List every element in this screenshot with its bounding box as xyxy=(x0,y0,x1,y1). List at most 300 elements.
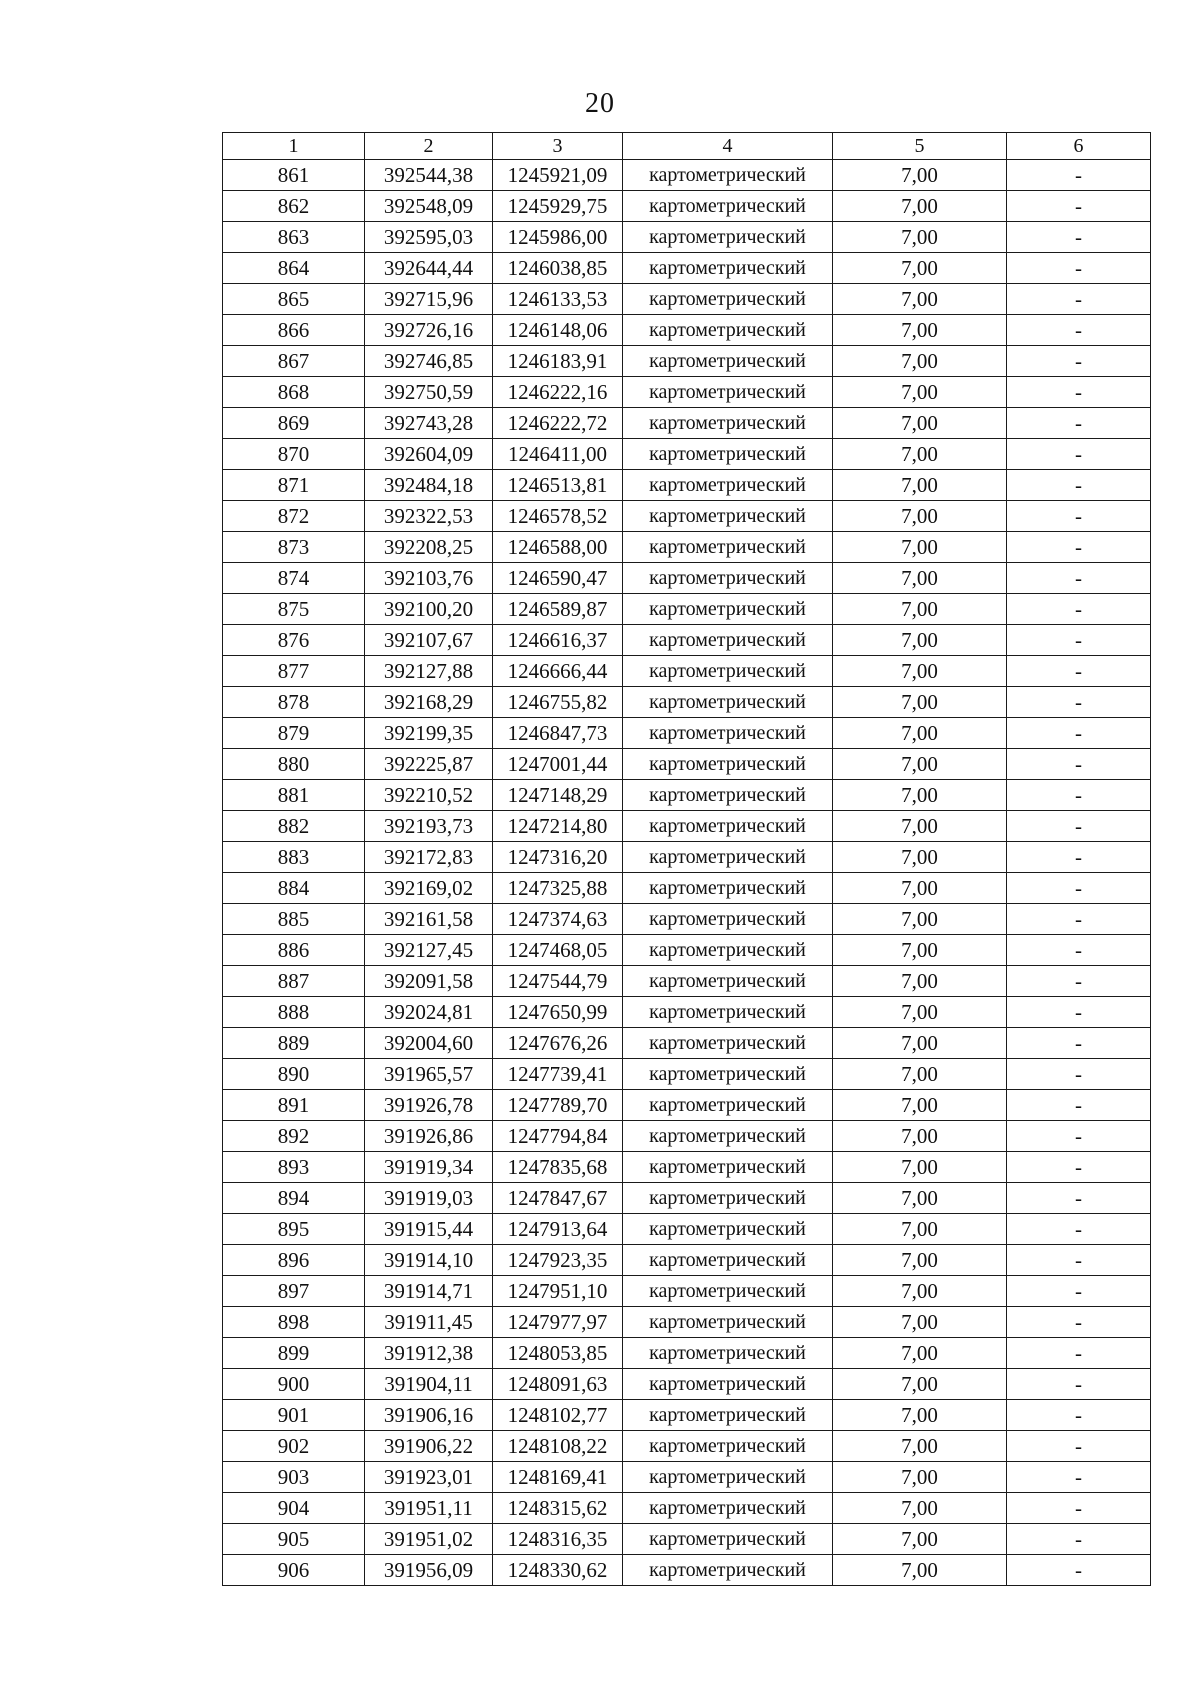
cell-accuracy: 7,00 xyxy=(833,1276,1007,1307)
cell-coord-y: 1248315,62 xyxy=(493,1493,623,1524)
cell-coord-y: 1246847,73 xyxy=(493,718,623,749)
cell-point-number: 890 xyxy=(223,1059,365,1090)
coordinates-table xyxy=(222,132,1151,1586)
cell-point-number: 891 xyxy=(223,1090,365,1121)
cell-point-number: 898 xyxy=(223,1307,365,1338)
cell-accuracy: 7,00 xyxy=(833,470,1007,501)
table-row xyxy=(223,501,1151,532)
cell-coord-x: 392168,29 xyxy=(365,687,493,718)
cell-method: картометрический xyxy=(623,656,833,687)
cell-coord-x: 391956,09 xyxy=(365,1555,493,1586)
cell-method: картометрический xyxy=(623,625,833,656)
cell-method: картометрический xyxy=(623,873,833,904)
cell-coord-y: 1248330,62 xyxy=(493,1555,623,1586)
cell-method: картометрический xyxy=(623,1276,833,1307)
table-row xyxy=(223,873,1151,904)
cell-coord-y: 1245986,00 xyxy=(493,222,623,253)
cell-method: картометрический xyxy=(623,811,833,842)
table-row xyxy=(223,904,1151,935)
cell-coord-y: 1246222,72 xyxy=(493,408,623,439)
cell-accuracy: 7,00 xyxy=(833,222,1007,253)
cell-coord-x: 391906,22 xyxy=(365,1431,493,1462)
cell-method: картометрический xyxy=(623,1121,833,1152)
cell-method: картометрический xyxy=(623,1245,833,1276)
cell-coord-y: 1245929,75 xyxy=(493,191,623,222)
cell-coord-y: 1248316,35 xyxy=(493,1524,623,1555)
table-row xyxy=(223,1462,1151,1493)
cell-accuracy: 7,00 xyxy=(833,1121,1007,1152)
table-row xyxy=(223,377,1151,408)
table-row xyxy=(223,1276,1151,1307)
table-row xyxy=(223,1152,1151,1183)
cell-method: картометрический xyxy=(623,997,833,1028)
cell-accuracy: 7,00 xyxy=(833,749,1007,780)
table-row xyxy=(223,1307,1151,1338)
cell-coord-x: 392103,76 xyxy=(365,563,493,594)
cell-note: - xyxy=(1007,997,1151,1028)
cell-method: картометрический xyxy=(623,1462,833,1493)
cell-coord-x: 392193,73 xyxy=(365,811,493,842)
cell-note: - xyxy=(1007,966,1151,997)
cell-accuracy: 7,00 xyxy=(833,656,1007,687)
cell-coord-x: 391915,44 xyxy=(365,1214,493,1245)
cell-note: - xyxy=(1007,470,1151,501)
cell-accuracy: 7,00 xyxy=(833,346,1007,377)
cell-coord-y: 1246222,16 xyxy=(493,377,623,408)
cell-note: - xyxy=(1007,563,1151,594)
cell-note: - xyxy=(1007,1524,1151,1555)
table-row xyxy=(223,966,1151,997)
cell-coord-y: 1246616,37 xyxy=(493,625,623,656)
cell-coord-x: 392544,38 xyxy=(365,160,493,191)
cell-coord-x: 392644,44 xyxy=(365,253,493,284)
cell-method: картометрический xyxy=(623,160,833,191)
cell-coord-y: 1248108,22 xyxy=(493,1431,623,1462)
cell-accuracy: 7,00 xyxy=(833,1245,1007,1276)
table-row xyxy=(223,346,1151,377)
cell-coord-x: 391926,86 xyxy=(365,1121,493,1152)
cell-accuracy: 7,00 xyxy=(833,873,1007,904)
cell-coord-y: 1246148,06 xyxy=(493,315,623,346)
table-row xyxy=(223,408,1151,439)
cell-note: - xyxy=(1007,191,1151,222)
cell-coord-y: 1247913,64 xyxy=(493,1214,623,1245)
cell-coord-x: 392210,52 xyxy=(365,780,493,811)
cell-note: - xyxy=(1007,625,1151,656)
cell-method: картометрический xyxy=(623,377,833,408)
cell-point-number: 861 xyxy=(223,160,365,191)
cell-accuracy: 7,00 xyxy=(833,594,1007,625)
cell-coord-x: 392161,58 xyxy=(365,904,493,935)
cell-accuracy: 7,00 xyxy=(833,842,1007,873)
table-row xyxy=(223,656,1151,687)
cell-coord-y: 1247835,68 xyxy=(493,1152,623,1183)
cell-coord-x: 392100,20 xyxy=(365,594,493,625)
table-row xyxy=(223,1059,1151,1090)
cell-coord-y: 1247374,63 xyxy=(493,904,623,935)
table-row xyxy=(223,222,1151,253)
cell-method: картометрический xyxy=(623,1183,833,1214)
cell-coord-y: 1247739,41 xyxy=(493,1059,623,1090)
cell-coord-x: 392208,25 xyxy=(365,532,493,563)
cell-coord-x: 392169,02 xyxy=(365,873,493,904)
cell-note: - xyxy=(1007,315,1151,346)
cell-method: картометрический xyxy=(623,563,833,594)
cell-coord-y: 1246590,47 xyxy=(493,563,623,594)
cell-point-number: 886 xyxy=(223,935,365,966)
table-row xyxy=(223,687,1151,718)
cell-coord-x: 391914,10 xyxy=(365,1245,493,1276)
cell-coord-y: 1247951,10 xyxy=(493,1276,623,1307)
cell-coord-y: 1247794,84 xyxy=(493,1121,623,1152)
cell-coord-y: 1247789,70 xyxy=(493,1090,623,1121)
table-row xyxy=(223,1369,1151,1400)
cell-note: - xyxy=(1007,749,1151,780)
cell-point-number: 878 xyxy=(223,687,365,718)
cell-coord-y: 1247923,35 xyxy=(493,1245,623,1276)
cell-note: - xyxy=(1007,253,1151,284)
cell-coord-x: 392225,87 xyxy=(365,749,493,780)
cell-coord-x: 392743,28 xyxy=(365,408,493,439)
cell-accuracy: 7,00 xyxy=(833,408,1007,439)
header-col-4: 4 xyxy=(623,133,833,160)
cell-point-number: 893 xyxy=(223,1152,365,1183)
cell-accuracy: 7,00 xyxy=(833,532,1007,563)
cell-method: картометрический xyxy=(623,966,833,997)
cell-coord-x: 392172,83 xyxy=(365,842,493,873)
table-row xyxy=(223,470,1151,501)
cell-method: картометрический xyxy=(623,315,833,346)
cell-coord-y: 1248169,41 xyxy=(493,1462,623,1493)
header-col-3: 3 xyxy=(493,133,623,160)
cell-note: - xyxy=(1007,842,1151,873)
table-row xyxy=(223,1493,1151,1524)
cell-accuracy: 7,00 xyxy=(833,1028,1007,1059)
table-row xyxy=(223,935,1151,966)
cell-method: картометрический xyxy=(623,1431,833,1462)
cell-coord-y: 1247676,26 xyxy=(493,1028,623,1059)
cell-accuracy: 7,00 xyxy=(833,687,1007,718)
cell-method: картометрический xyxy=(623,439,833,470)
cell-note: - xyxy=(1007,811,1151,842)
cell-method: картометрический xyxy=(623,1555,833,1586)
cell-coord-y: 1246183,91 xyxy=(493,346,623,377)
cell-point-number: 867 xyxy=(223,346,365,377)
cell-coord-y: 1247214,80 xyxy=(493,811,623,842)
cell-coord-y: 1247977,97 xyxy=(493,1307,623,1338)
table-row xyxy=(223,842,1151,873)
table-row xyxy=(223,191,1151,222)
cell-note: - xyxy=(1007,1307,1151,1338)
cell-note: - xyxy=(1007,1338,1151,1369)
cell-point-number: 881 xyxy=(223,780,365,811)
cell-point-number: 895 xyxy=(223,1214,365,1245)
table-row xyxy=(223,1524,1151,1555)
page-number: 20 xyxy=(585,88,615,119)
cell-point-number: 866 xyxy=(223,315,365,346)
cell-note: - xyxy=(1007,1090,1151,1121)
table-row xyxy=(223,439,1151,470)
cell-coord-x: 392322,53 xyxy=(365,501,493,532)
cell-accuracy: 7,00 xyxy=(833,935,1007,966)
cell-method: картометрический xyxy=(623,253,833,284)
cell-accuracy: 7,00 xyxy=(833,1338,1007,1369)
table-row xyxy=(223,625,1151,656)
cell-coord-y: 1247544,79 xyxy=(493,966,623,997)
cell-point-number: 883 xyxy=(223,842,365,873)
cell-coord-y: 1248091,63 xyxy=(493,1369,623,1400)
cell-method: картометрический xyxy=(623,687,833,718)
cell-point-number: 887 xyxy=(223,966,365,997)
cell-accuracy: 7,00 xyxy=(833,997,1007,1028)
cell-coord-y: 1247650,99 xyxy=(493,997,623,1028)
table-row xyxy=(223,1090,1151,1121)
table-row xyxy=(223,997,1151,1028)
cell-note: - xyxy=(1007,1059,1151,1090)
cell-note: - xyxy=(1007,687,1151,718)
cell-accuracy: 7,00 xyxy=(833,1183,1007,1214)
cell-point-number: 870 xyxy=(223,439,365,470)
table-row xyxy=(223,1028,1151,1059)
cell-coord-y: 1246666,44 xyxy=(493,656,623,687)
cell-coord-x: 392715,96 xyxy=(365,284,493,315)
cell-coord-x: 392595,03 xyxy=(365,222,493,253)
table-row xyxy=(223,749,1151,780)
cell-point-number: 868 xyxy=(223,377,365,408)
cell-coord-y: 1248102,77 xyxy=(493,1400,623,1431)
table-row xyxy=(223,532,1151,563)
cell-method: картометрический xyxy=(623,532,833,563)
table-row xyxy=(223,1214,1151,1245)
table-row xyxy=(223,315,1151,346)
cell-coord-x: 391919,34 xyxy=(365,1152,493,1183)
cell-note: - xyxy=(1007,1183,1151,1214)
cell-coord-y: 1246038,85 xyxy=(493,253,623,284)
cell-coord-x: 391912,38 xyxy=(365,1338,493,1369)
table-row xyxy=(223,1338,1151,1369)
cell-accuracy: 7,00 xyxy=(833,563,1007,594)
cell-accuracy: 7,00 xyxy=(833,1462,1007,1493)
cell-method: картометрический xyxy=(623,1059,833,1090)
cell-coord-x: 391904,11 xyxy=(365,1369,493,1400)
cell-method: картометрический xyxy=(623,935,833,966)
cell-note: - xyxy=(1007,718,1151,749)
table-row xyxy=(223,253,1151,284)
cell-coord-y: 1248053,85 xyxy=(493,1338,623,1369)
cell-coord-x: 392604,09 xyxy=(365,439,493,470)
cell-coord-x: 392750,59 xyxy=(365,377,493,408)
cell-coord-y: 1247847,67 xyxy=(493,1183,623,1214)
cell-accuracy: 7,00 xyxy=(833,1400,1007,1431)
cell-coord-y: 1246589,87 xyxy=(493,594,623,625)
cell-method: картометрический xyxy=(623,1338,833,1369)
cell-point-number: 879 xyxy=(223,718,365,749)
cell-coord-x: 392004,60 xyxy=(365,1028,493,1059)
cell-accuracy: 7,00 xyxy=(833,501,1007,532)
cell-note: - xyxy=(1007,780,1151,811)
header-col-2: 2 xyxy=(365,133,493,160)
header-col-6: 6 xyxy=(1007,133,1151,160)
cell-note: - xyxy=(1007,1369,1151,1400)
table-row xyxy=(223,811,1151,842)
cell-note: - xyxy=(1007,656,1151,687)
cell-accuracy: 7,00 xyxy=(833,1090,1007,1121)
header-col-1: 1 xyxy=(223,133,365,160)
cell-coord-x: 391914,71 xyxy=(365,1276,493,1307)
cell-point-number: 874 xyxy=(223,563,365,594)
cell-coord-y: 1245921,09 xyxy=(493,160,623,191)
cell-note: - xyxy=(1007,873,1151,904)
cell-note: - xyxy=(1007,408,1151,439)
cell-method: картометрический xyxy=(623,780,833,811)
cell-coord-x: 391965,57 xyxy=(365,1059,493,1090)
cell-accuracy: 7,00 xyxy=(833,625,1007,656)
cell-accuracy: 7,00 xyxy=(833,811,1007,842)
cell-coord-y: 1247325,88 xyxy=(493,873,623,904)
cell-coord-y: 1246588,00 xyxy=(493,532,623,563)
cell-point-number: 872 xyxy=(223,501,365,532)
cell-point-number: 897 xyxy=(223,1276,365,1307)
cell-note: - xyxy=(1007,1493,1151,1524)
cell-method: картометрический xyxy=(623,1028,833,1059)
cell-note: - xyxy=(1007,935,1151,966)
table-row xyxy=(223,1431,1151,1462)
cell-accuracy: 7,00 xyxy=(833,1214,1007,1245)
cell-coord-x: 392484,18 xyxy=(365,470,493,501)
cell-point-number: 900 xyxy=(223,1369,365,1400)
cell-coord-y: 1246578,52 xyxy=(493,501,623,532)
cell-note: - xyxy=(1007,532,1151,563)
cell-point-number: 905 xyxy=(223,1524,365,1555)
cell-coord-y: 1247316,20 xyxy=(493,842,623,873)
cell-point-number: 876 xyxy=(223,625,365,656)
cell-method: картометрический xyxy=(623,408,833,439)
cell-method: картометрический xyxy=(623,1493,833,1524)
cell-method: картометрический xyxy=(623,904,833,935)
cell-point-number: 862 xyxy=(223,191,365,222)
cell-coord-y: 1247001,44 xyxy=(493,749,623,780)
cell-accuracy: 7,00 xyxy=(833,284,1007,315)
cell-note: - xyxy=(1007,1214,1151,1245)
table-body xyxy=(223,160,1151,1586)
cell-note: - xyxy=(1007,346,1151,377)
cell-method: картометрический xyxy=(623,749,833,780)
cell-note: - xyxy=(1007,1276,1151,1307)
cell-point-number: 875 xyxy=(223,594,365,625)
cell-accuracy: 7,00 xyxy=(833,1555,1007,1586)
cell-accuracy: 7,00 xyxy=(833,718,1007,749)
cell-note: - xyxy=(1007,1028,1151,1059)
cell-coord-x: 391951,11 xyxy=(365,1493,493,1524)
cell-method: картометрический xyxy=(623,1369,833,1400)
cell-coord-x: 391911,45 xyxy=(365,1307,493,1338)
cell-coord-y: 1246513,81 xyxy=(493,470,623,501)
cell-note: - xyxy=(1007,222,1151,253)
cell-coord-y: 1246133,53 xyxy=(493,284,623,315)
cell-point-number: 869 xyxy=(223,408,365,439)
cell-point-number: 884 xyxy=(223,873,365,904)
table-row xyxy=(223,284,1151,315)
cell-method: картометрический xyxy=(623,594,833,625)
cell-point-number: 899 xyxy=(223,1338,365,1369)
cell-point-number: 894 xyxy=(223,1183,365,1214)
cell-accuracy: 7,00 xyxy=(833,966,1007,997)
cell-point-number: 864 xyxy=(223,253,365,284)
cell-coord-x: 392746,85 xyxy=(365,346,493,377)
cell-method: картометрический xyxy=(623,191,833,222)
cell-method: картометрический xyxy=(623,1307,833,1338)
cell-note: - xyxy=(1007,594,1151,625)
cell-coord-y: 1246411,00 xyxy=(493,439,623,470)
header-col-5: 5 xyxy=(833,133,1007,160)
cell-note: - xyxy=(1007,284,1151,315)
cell-point-number: 892 xyxy=(223,1121,365,1152)
cell-note: - xyxy=(1007,1431,1151,1462)
cell-coord-x: 392726,16 xyxy=(365,315,493,346)
cell-accuracy: 7,00 xyxy=(833,904,1007,935)
table-row xyxy=(223,1555,1151,1586)
cell-note: - xyxy=(1007,1152,1151,1183)
cell-coord-y: 1247148,29 xyxy=(493,780,623,811)
cell-point-number: 885 xyxy=(223,904,365,935)
cell-coord-x: 392199,35 xyxy=(365,718,493,749)
cell-point-number: 871 xyxy=(223,470,365,501)
cell-accuracy: 7,00 xyxy=(833,160,1007,191)
table-row xyxy=(223,594,1151,625)
cell-accuracy: 7,00 xyxy=(833,1493,1007,1524)
cell-accuracy: 7,00 xyxy=(833,780,1007,811)
cell-note: - xyxy=(1007,1245,1151,1276)
cell-accuracy: 7,00 xyxy=(833,377,1007,408)
cell-point-number: 863 xyxy=(223,222,365,253)
cell-method: картометрический xyxy=(623,1214,833,1245)
cell-accuracy: 7,00 xyxy=(833,1059,1007,1090)
cell-coord-x: 391919,03 xyxy=(365,1183,493,1214)
cell-method: картометрический xyxy=(623,1400,833,1431)
cell-point-number: 888 xyxy=(223,997,365,1028)
cell-coord-x: 391906,16 xyxy=(365,1400,493,1431)
cell-point-number: 906 xyxy=(223,1555,365,1586)
table-row xyxy=(223,780,1151,811)
cell-coord-y: 1247468,05 xyxy=(493,935,623,966)
cell-point-number: 873 xyxy=(223,532,365,563)
cell-point-number: 877 xyxy=(223,656,365,687)
cell-point-number: 896 xyxy=(223,1245,365,1276)
cell-method: картометрический xyxy=(623,284,833,315)
cell-accuracy: 7,00 xyxy=(833,253,1007,284)
cell-coord-x: 392107,67 xyxy=(365,625,493,656)
table-header-row xyxy=(223,133,1151,160)
cell-accuracy: 7,00 xyxy=(833,1431,1007,1462)
cell-method: картометрический xyxy=(623,1524,833,1555)
cell-coord-x: 391926,78 xyxy=(365,1090,493,1121)
cell-method: картометрический xyxy=(623,1090,833,1121)
cell-coord-x: 392127,45 xyxy=(365,935,493,966)
cell-method: картометрический xyxy=(623,346,833,377)
cell-method: картометрический xyxy=(623,470,833,501)
cell-note: - xyxy=(1007,1400,1151,1431)
cell-note: - xyxy=(1007,1121,1151,1152)
cell-note: - xyxy=(1007,160,1151,191)
cell-method: картометрический xyxy=(623,1152,833,1183)
table-row xyxy=(223,160,1151,191)
cell-accuracy: 7,00 xyxy=(833,1369,1007,1400)
cell-note: - xyxy=(1007,377,1151,408)
cell-note: - xyxy=(1007,439,1151,470)
cell-note: - xyxy=(1007,904,1151,935)
cell-coord-y: 1246755,82 xyxy=(493,687,623,718)
cell-accuracy: 7,00 xyxy=(833,191,1007,222)
